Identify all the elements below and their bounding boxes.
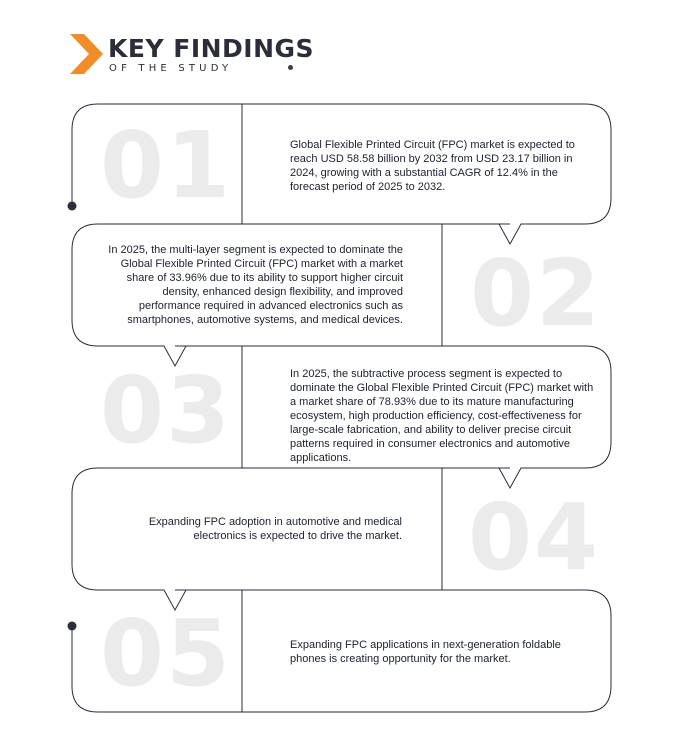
timeline-start-dot (68, 202, 77, 211)
finding-text-4: Expanding FPC adoption in automotive and medical electronics is expected to drive the market. (148, 516, 402, 542)
finding-text-3: In 2025, the subtractive process segment is expected to dominate the Global Flexible Printed Circuit (FPC) market with a market share of 78.93% due to its mature manufacturing ecosystem, high production efficiency, cost-effectiveness for large-scale fabrication, and ability to deliver precise circuit patterns required in consumer electronics and automotive applications. (290, 368, 594, 464)
page-title: KEY FINDINGS (108, 34, 315, 63)
finding-text-2: In 2025, the multi-layer segment is expected to dominate the Global Flexible Printed Circuit (FPC) market with a market share of 33.96% due to its ability to support higher circuit density, enhanced design flexibility, and improved performance required in advanced electronics such as smartphones, automotive systems, and medical devices. (108, 244, 403, 326)
finding-number-3: 03 (100, 357, 233, 464)
page-subtitle: OF THE STUDY (109, 63, 233, 74)
finding-number-5: 05 (100, 600, 233, 707)
finding-text-1: Global Flexible Printed Circuit (FPC) market is expected to reach USD 58.58 billion by 2032 from USD 23.17 billion in 2024, growing with a substantial CAGR of 12.4% in the forecast period of 2025 to 2032. (290, 139, 575, 193)
timeline-end-dot (68, 622, 77, 631)
finding-number-2: 02 (470, 240, 603, 347)
finding-number-1: 01 (100, 112, 233, 219)
finding-text-5: Expanding FPC applications in next-generation foldable phones is creating opportunity for the market. (290, 639, 561, 665)
finding-number-4: 04 (468, 484, 601, 591)
